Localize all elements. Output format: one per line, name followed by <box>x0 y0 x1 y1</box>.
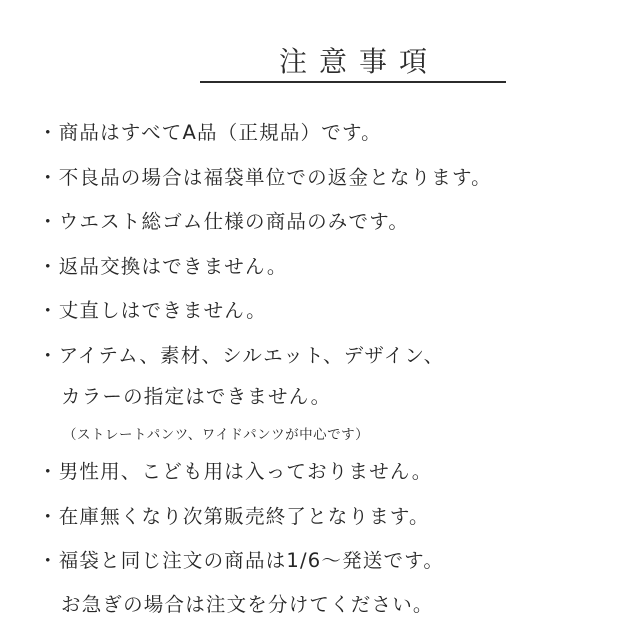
notice-title: 注意事項 <box>278 45 439 78</box>
notice-line-shipping-cont: お急ぎの場合は注文を分けてください。 <box>61 593 434 616</box>
notice-line-gender: ・男性用、こども用は入っておりません。 <box>38 460 433 483</box>
notice-line-no-return: ・返品交換はできません。 <box>38 255 288 278</box>
notice-line-waist: ・ウエスト総ゴム仕様の商品のみです。 <box>38 210 410 233</box>
notice-line-quality: ・商品はすべてA品（正規品）です。 <box>38 121 382 144</box>
notice-line-no-selection: ・アイテム、素材、シルエット、デザイン、 <box>38 344 445 367</box>
notice-line-shipping: ・福袋と同じ注文の商品は1/6～発送です。 <box>38 549 445 572</box>
notice-line-stock: ・在庫無くなり次第販売終了となります。 <box>38 505 430 528</box>
notice-line-note: （ストレートパンツ、ワイドパンツが中心です） <box>63 427 370 443</box>
notice-line-refund: ・不良品の場合は福袋単位での返金となります。 <box>38 166 492 189</box>
title-underline <box>200 81 506 83</box>
notice-line-no-alteration: ・丈直しはできません。 <box>38 299 267 322</box>
notice-line-no-selection-cont: カラーの指定はできません。 <box>61 385 332 408</box>
